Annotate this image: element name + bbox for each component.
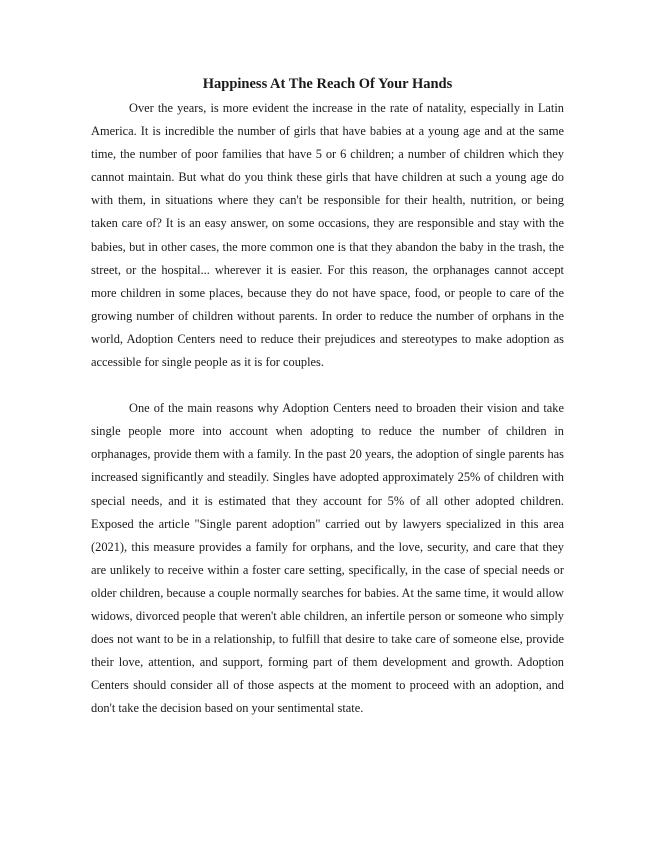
document-title: Happiness At The Reach Of Your Hands <box>202 76 453 92</box>
paragraph-1: Over the years, is more evident the increase in the rate of natality, especially in Latin America. It is incredible the number of girls that have babies at a young age and at the same time, the number of poor families that have 5 or 6 children; a number of children which they cannot maintain. But what do you think these girls that have children at such a young age do with them, in situations where they can't be responsible for their health, nutrition, or being taken care of? It is an easy answer, on some occasions, they are responsible and stay with the babies, but in other cases, the more common one is that they abandon the baby in the trash, the street, or the hospital... wherever it is easier. For this reason, the orphanages cannot accept more children in some places, because they do not have space, food, or people to care of the growing number of children without parents. In order to reduce the number of orphans in the world, Adoption Centers need to reduce their prejudices and stereotypes to make adoption as accessible for single people as it is for couples. <box>91 101 564 370</box>
paragraph-2: One of the main reasons why Adoption Centers need to broaden their vision and take single people more into account when adopting to reduce the number of children in orphanages, provide them with a family. In the past 20 years, the adoption of single parents has increased significantly and steadily. Singles have adopted approximately 25% of children with special needs, and it is estimated that they account for 5% of all other adopted children. Exposed the article "Single parent adoption" carried out by lawyers specialized in this area (2021), this measure provides a family for orphans, and the love, security, and care that they are unlikely to receive within a foster care setting, specifically, in the case of special needs or older children, because a couple normally searches for babies. At the same time, it would allow widows, divorced people that weren't able children, an infertile person or someone who simply does not want to be in a relationship, to fulfill that desire to take care of someone else, provide their love, attention, and support, forming part of them development and growth. Adoption Centers should consider all of those aspects at the moment to proceed with an adoption, and don't take the decision based on your sentimental state. <box>91 401 564 716</box>
